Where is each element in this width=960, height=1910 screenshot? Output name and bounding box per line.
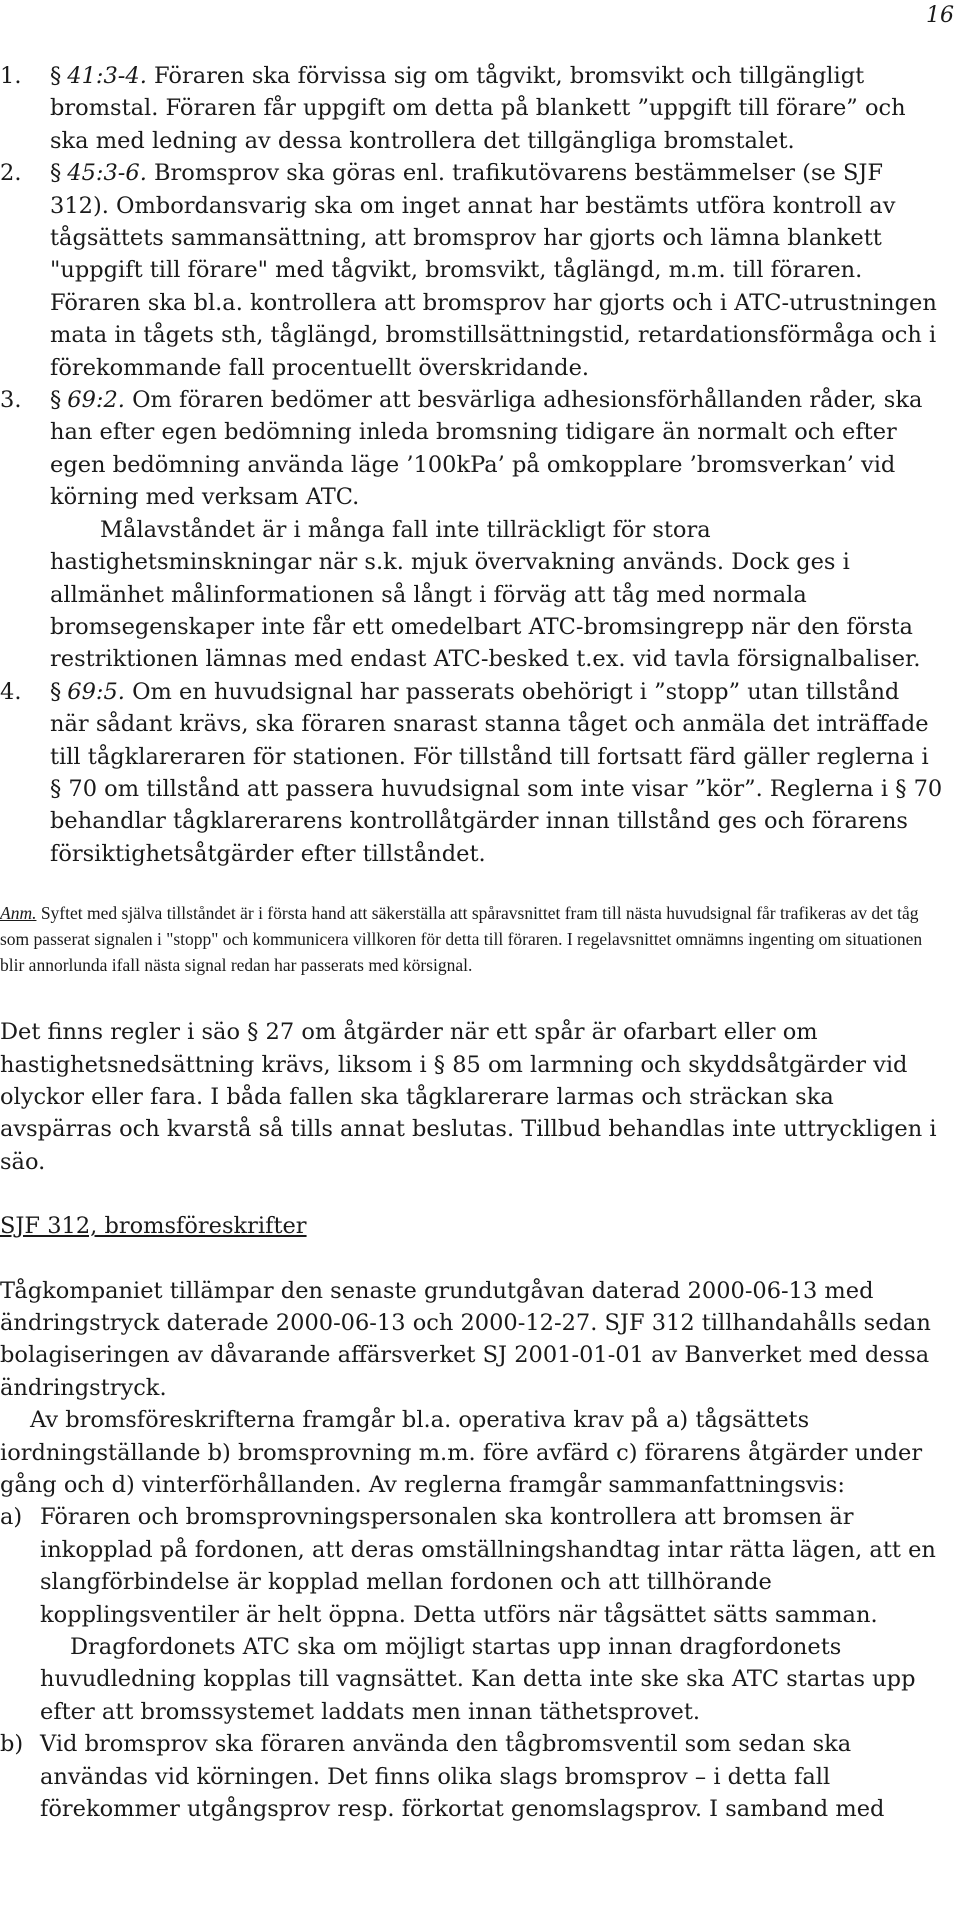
item-number: 3. <box>0 387 22 414</box>
lettered-item-b <box>0 1728 944 1825</box>
item-text: Föraren ska förvissa sig om tågvikt, bromsvikt och tillgängligt bromstal. Föraren får uppgift om detta på blankett ”uppgift till förare” och ska med ledning av dessa kontrollera det tillgängliga bromstalet. <box>50 63 906 154</box>
item-letter: b) <box>0 1731 24 1758</box>
section-reference: 69:2. <box>67 387 125 414</box>
section-sign-icon: § <box>50 63 62 89</box>
lettered-item-text: Föraren och bromsprovningspersonalen ska kontrollera att bromsen är inkopplad på fordonen, att deras omställningshandtag intar rätta lägen, att en slangförbindelse är kopplad mellan fordonen och att tillhörande kopplingsventiler är helt öppna. Detta utförs när tågsättet sätts samman. <box>40 1504 936 1628</box>
section-reference: 41:3-4. <box>67 63 147 89</box>
list-item-4 <box>0 676 944 870</box>
item-text: Om föraren bedömer att besvärliga adhesionsförhållanden råder, ska han efter egen bedömning inleda bromsning tidigare än normalt och efter egen bedömning använda läge ’100kPa’ på omkopplare ’bromsverkan’ vid körning med verksam ATC. <box>50 387 923 511</box>
list-item-3 <box>0 384 944 676</box>
item-number: 1. <box>0 63 22 89</box>
item-text: Bromsprov ska göras enl. trafikutövarens bestämmelser (se SJF 312). Ombordansvarig ska om inget annat har bestämts utföra kontroll av tågsättets sammansättning, att bromsprov har gjorts och lämna blankett "uppgift till förare" med tågvikt, bromsvikt, tåglängd, m.m. till föraren. Föraren ska bl.a. kontrollera att bromsprov har gjorts och i ATC-utrustningen mata in tågets sth, tåglängd, bromstillsättningstid, retardationsförmåga och i förekommande fall procentuellt överskridande. <box>50 160 937 381</box>
item-number: 4. <box>0 678 22 705</box>
lettered-item-text: Vid bromsprov ska föraren använda den tågbromsventil som sedan ska användas vid körningen. Det finns olika slags bromsprov – i detta fall förekommer utgångsprov resp. förkortat genomslagsprov. I samband med <box>40 1731 885 1823</box>
page-content <box>0 60 944 1826</box>
list-item-1 <box>0 60 944 157</box>
lettered-item-a <box>0 1501 944 1728</box>
section-sign-icon: § <box>50 387 62 414</box>
item-text: Om en huvudsignal har passerats obehörigt i ”stopp” utan tillstånd när sådant krävs, ska föraren snarast stanna tåget och anmäla det inträffade till tågklareraren för stationen. För tillstånd till fortsatt färd gäller reglerna i § 70 om tillstånd att passera huvudsignal som inte visar ”kör”. Reglerna i § 70 behandlar tågklarerarens kontrollåtgärder innan tillstånd ges och förarens försiktighetsåtgärder efter tillståndet. <box>50 678 943 867</box>
item-continuation-text: Målavståndet är i många fall inte tillräckligt för stora hastighetsminskningar när s.k. mjuk övervakning används. Dock ges i allmänhet målinformationen så långt i förväg att tåg med normala bromsegenskaper inte får ett omedelbart ATC-bromsingrepp när den första restriktionen lämnas med endast ATC-besked t.ex. vid tavla försignalbaliser. <box>50 516 921 673</box>
body-paragraph-block <box>0 1016 944 1178</box>
note-block <box>0 900 930 978</box>
page-number: 16 <box>926 3 954 28</box>
note-label: Anm. <box>0 903 37 924</box>
section-heading: SJF 312, bromsföreskrifter <box>0 1213 307 1240</box>
item-number: 2. <box>0 160 22 187</box>
note-text: Syftet med själva tillståndet är i första hand att säkerställa att spåravsnittet fram till nästa huvudsignal får trafikeras av det tåg som passerat signalen i "stopp" och kommunicera villkoren för detta till föraren. I regelavsnittet omnämns ingenting om situationen blir annorlunda ifall nästa signal redan har passerats med körsignal. <box>0 903 923 976</box>
section-reference: 69:5. <box>67 678 125 705</box>
sjf-section <box>0 1275 944 1826</box>
list-item-2 <box>0 157 944 384</box>
lettered-item-continuation: Dragfordonets ATC ska om möjligt startas upp innan dragfordonets huvudledning kopplas till vagnsättet. Kan detta inte ske ska ATC startas upp efter att bromssystemet laddats men innan täthetsprovet. <box>40 1634 916 1725</box>
section-reference: 45:3-6. <box>67 160 147 187</box>
body-paragraph: Det finns regler i säo § 27 om åtgärder när ett spår är ofarbart eller om hastighetsnedsättning krävs, liksom i § 85 om larmning och skyddsåtgärder vid olyckor eller fara. I båda fallen ska tågklarerare larmas och sträckan ska avspärras och kvarstå så tills annat beslutas. Tillbud behandlas inte uttryckligen i säo. <box>0 1019 937 1175</box>
section-sign-icon: § <box>50 160 62 187</box>
section-sign-icon: § <box>50 678 62 705</box>
item-letter: a) <box>0 1504 23 1531</box>
sjf-paragraph-2: Av bromsföreskrifterna framgår bl.a. operativa krav på a) tågsättets iordningställande b) bromsprovning m.m. före avfärd c) förarens åtgärder under gång och d) vinterförhållanden. Av reglerna framgår sammanfattningsvis: <box>0 1407 923 1499</box>
sjf-paragraph-1: Tågkompaniet tillämpar den senaste grundutgåvan daterad 2000-06-13 med ändringstryck daterade 2000-06-13 och 2000-12-27. SJF 312 tillhandahålls sedan bolagiseringen av dåvarande affärsverket SJ 2001-01-01 av Banverket med dessa ändringstryck. <box>0 1277 931 1401</box>
